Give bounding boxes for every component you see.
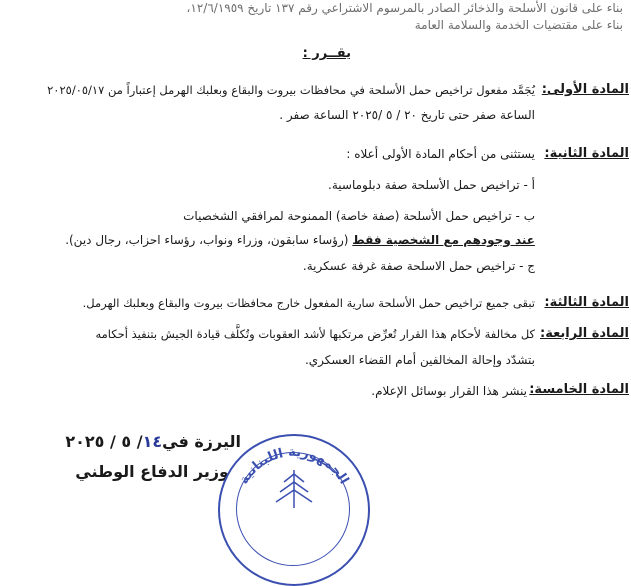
article-5-title: المادة الخامسة: — [529, 382, 629, 397]
article-2-condition-list: (رؤساء سابقون، وزراء ونواب، رؤساء احزاب، رجال دين). — [65, 233, 349, 247]
article-5-text: ينشر هذا القرار بوسائل الإعلام. — [371, 384, 527, 398]
article-2-item-b-condition — [65, 232, 535, 248]
article-3-text: تبقى جميع تراخيص حمل الأسلحة سارية المفعول خارج محافظات بيروت والبقاع وبعلبك الهرمل. — [82, 296, 535, 310]
decree-heading: يقــرر : — [302, 46, 351, 61]
place-date — [65, 434, 241, 450]
place-date-prefix: اليرزة في — [162, 432, 241, 451]
article-2-condition-emphasis: عند وجودهم مع الشخصية فقط — [352, 233, 535, 247]
article-2-item-b: ب - تراخيص حمل الأسلحة (صفة خاصة) الممنوحة لمرافقي الشخصيات — [183, 209, 535, 223]
handwritten-day: ١٤ — [142, 432, 163, 451]
article-4-title: المادة الرابعة: — [540, 326, 629, 341]
preamble-line-1: بناء على قانون الأسلحة والذخائر الصادر بالمرسوم الاشتراعي رقم ١٣٧ تاريخ ١٢/٦/١٩٥٩، — [186, 1, 623, 15]
preamble-line-2: بناء على مقتضيات الخدمة والسلامة العامة — [414, 18, 623, 32]
article-4-line-1: كل مخالفة لأحكام هذا القرار تُعرِّض مرتكبها لأشد العقوبات وتُكلَّف قيادة الجيش بتنفيذ أحكامه — [95, 327, 535, 341]
article-1-title: المادة الأولى: — [541, 82, 629, 97]
article-4-line-2: بتشدّد وإحالة المخالفين أمام القضاء العسكري. — [304, 353, 535, 367]
seal-graphic — [220, 436, 368, 584]
signatory-title: وزير الدفاع الوطني — [75, 462, 229, 481]
article-2-intro: يستثنى من أحكام المادة الأولى أعلاه : — [346, 147, 535, 161]
cedar-icon — [276, 470, 312, 508]
official-seal — [218, 434, 370, 586]
article-2-item-a: أ - تراخيص حمل الأسلحة صفة دبلوماسية. — [328, 178, 535, 192]
article-1-line-1: يُجَمَّد مفعول تراخيص حمل الأسلحة في محافظات بيروت والبقاع وبعلبك الهرمل إعتباراً من ٢٠٢٥/٠٥/١٧ — [47, 83, 535, 97]
article-2-item-c: ج - تراخيص حمل الاسلحة صفة غرفة عسكرية. — [302, 259, 535, 273]
article-1-line-2: الساعة صفر حتى تاريخ ٢٠ / ٥ /٢٠٢٥ الساعة صفر . — [279, 108, 535, 122]
article-3-title: المادة الثالثة: — [544, 295, 629, 310]
article-2-title: المادة الثانية: — [544, 146, 629, 161]
date-rest: / ٥ / ٢٠٢٥ — [65, 432, 143, 451]
seal-text: الجمهورية اللبنانية — [236, 444, 352, 487]
